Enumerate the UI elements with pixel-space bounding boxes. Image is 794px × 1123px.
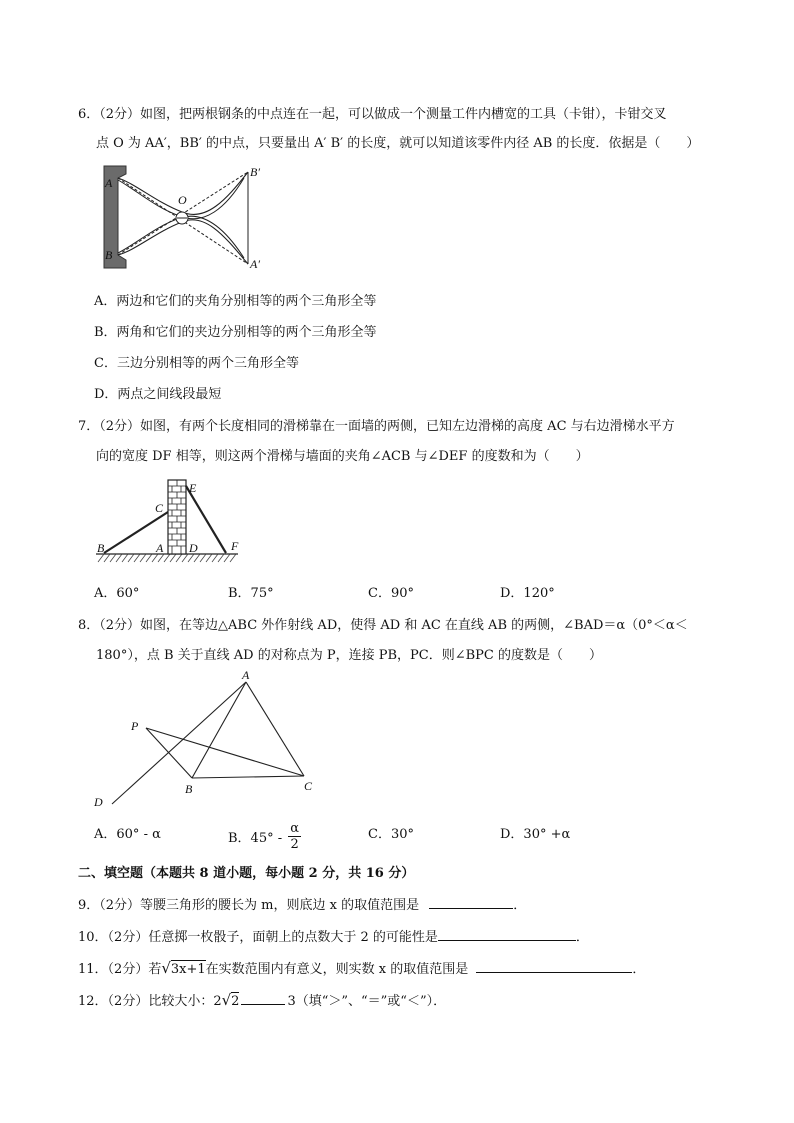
label-B: B xyxy=(185,782,193,796)
q7-option-a[interactable]: A．60° xyxy=(94,586,140,601)
q11-radicand: 3x+1 xyxy=(170,962,206,977)
label-A: A xyxy=(105,176,113,190)
label-D: D xyxy=(94,795,103,809)
q7-text-line2: 向的宽度 DF 相等，则这两个滑梯与墙面的夹角∠ACB 与∠DEF 的度数和为（ ） xyxy=(96,449,589,464)
fraction-numerator: α xyxy=(290,821,300,836)
label-P: P xyxy=(131,719,139,733)
label-F: F xyxy=(231,539,239,553)
q12-radicand: 2 xyxy=(231,994,240,1009)
q8-option-d[interactable]: D．30° +α xyxy=(500,827,571,842)
q12-line xyxy=(78,990,446,1009)
q6-caliper-figure xyxy=(96,160,276,275)
section-title-fill-in: 二、填空题（本题共 8 道小题，每小题 2 分，共 16 分） xyxy=(78,866,415,881)
label-E: E xyxy=(189,481,197,495)
q12-sqrt: √2 xyxy=(221,991,240,1009)
q6-option-d[interactable]: D．两点之间线段最短 xyxy=(94,387,222,402)
q7-option-c[interactable]: C．90° xyxy=(368,586,414,601)
q9-text: 9．（2分）等腰三角形的腰长为 m，则底边 x 的取值范围是 xyxy=(78,898,420,913)
caliper-arm-lower xyxy=(118,220,248,264)
q11-end: ． xyxy=(632,962,646,977)
label-B: B xyxy=(105,248,113,262)
side-AB xyxy=(192,682,246,778)
label-A: A xyxy=(242,668,250,682)
q12-text-start: 12．（2分）比较大小：2 xyxy=(78,994,222,1009)
q8-option-b[interactable] xyxy=(228,823,301,854)
q10-line xyxy=(78,926,589,945)
label-O: O xyxy=(178,193,187,207)
label-C: C xyxy=(304,779,313,793)
q10-end: ． xyxy=(575,930,589,945)
q9-answer-blank[interactable] xyxy=(429,896,513,909)
label-B-prime: B′ xyxy=(250,165,260,179)
label-D: D xyxy=(189,541,198,555)
q8-triangle-figure xyxy=(88,668,328,810)
q8-option-c[interactable]: C．30° xyxy=(368,827,414,842)
q7-text-line1: 7．（2分）如图，有两个长度相同的滑梯靠在一面墙的两侧，已知左边滑梯的高度 AC 与右边滑梯水平方 xyxy=(78,419,675,434)
q10-text: 10．（2分）任意掷一枚骰子，面朝上的点数大于 2 的可能性是 xyxy=(78,930,438,945)
label-C: C xyxy=(155,501,164,515)
q11-sqrt: √3x+1 xyxy=(161,959,206,977)
q11-answer-blank[interactable] xyxy=(476,960,632,973)
q8-text-line2: 180°），点 B 关于直线 AD 的对称点为 P，连接 PB，PC．则∠BPC 的度数是（ ） xyxy=(96,648,602,663)
q7-option-b[interactable]: B．75° xyxy=(228,586,274,601)
q11-line xyxy=(78,958,645,977)
q12-end: 3（填“＞”、“＝”或“＜”）． xyxy=(287,994,447,1009)
ray-AD xyxy=(112,682,246,804)
label-B: B xyxy=(97,541,105,555)
q9-line xyxy=(78,894,526,913)
q9-end: ． xyxy=(513,898,527,913)
side-BC xyxy=(192,776,304,778)
q6-text-line1: 6．（2分）如图，把两根钢条的中点连在一起，可以做成一个测量工件内槽宽的工具（卡钳），卡钳交叉 xyxy=(78,107,667,122)
q11-text-middle: 在实数范围内有意义，则实数 x 的取值范围是 xyxy=(205,962,469,977)
q8-option-b-text: B．45° - xyxy=(228,831,283,846)
q6-option-a[interactable]: A．两边和它们的夹角分别相等的两个三角形全等 xyxy=(94,294,377,309)
side-AC xyxy=(246,682,304,776)
fraction-denominator: 2 xyxy=(290,837,299,852)
label-A-prime: A′ xyxy=(250,257,260,271)
q7-option-d[interactable]: D．120° xyxy=(500,586,555,601)
q8-text-line1: 8．（2分）如图，在等边△ABC 外作射线 AD，使得 AD 和 AC 在直线 AB 的两侧，∠BAD＝α（0°＜α＜ xyxy=(78,618,688,633)
q12-answer-blank[interactable] xyxy=(241,992,285,1005)
q6-option-b[interactable]: B．两角和它们的夹边分别相等的两个三角形全等 xyxy=(94,325,377,340)
q10-answer-blank[interactable] xyxy=(438,928,576,941)
q8-option-a[interactable]: A．60° - α xyxy=(94,827,161,842)
label-A: A xyxy=(156,541,164,555)
q8-option-b-fraction xyxy=(288,821,301,852)
q6-option-c[interactable]: C．三边分别相等的两个三角形全等 xyxy=(94,356,299,371)
q6-text-line2: 点 O 为 AA′，BB′ 的中点，只要量出 A′ B′ 的长度，就可以知道该零件内径 AB 的长度．依据是（ ） xyxy=(96,136,700,151)
q11-text-start: 11．（2分）若 xyxy=(78,962,162,977)
q7-slide-figure xyxy=(92,474,242,570)
